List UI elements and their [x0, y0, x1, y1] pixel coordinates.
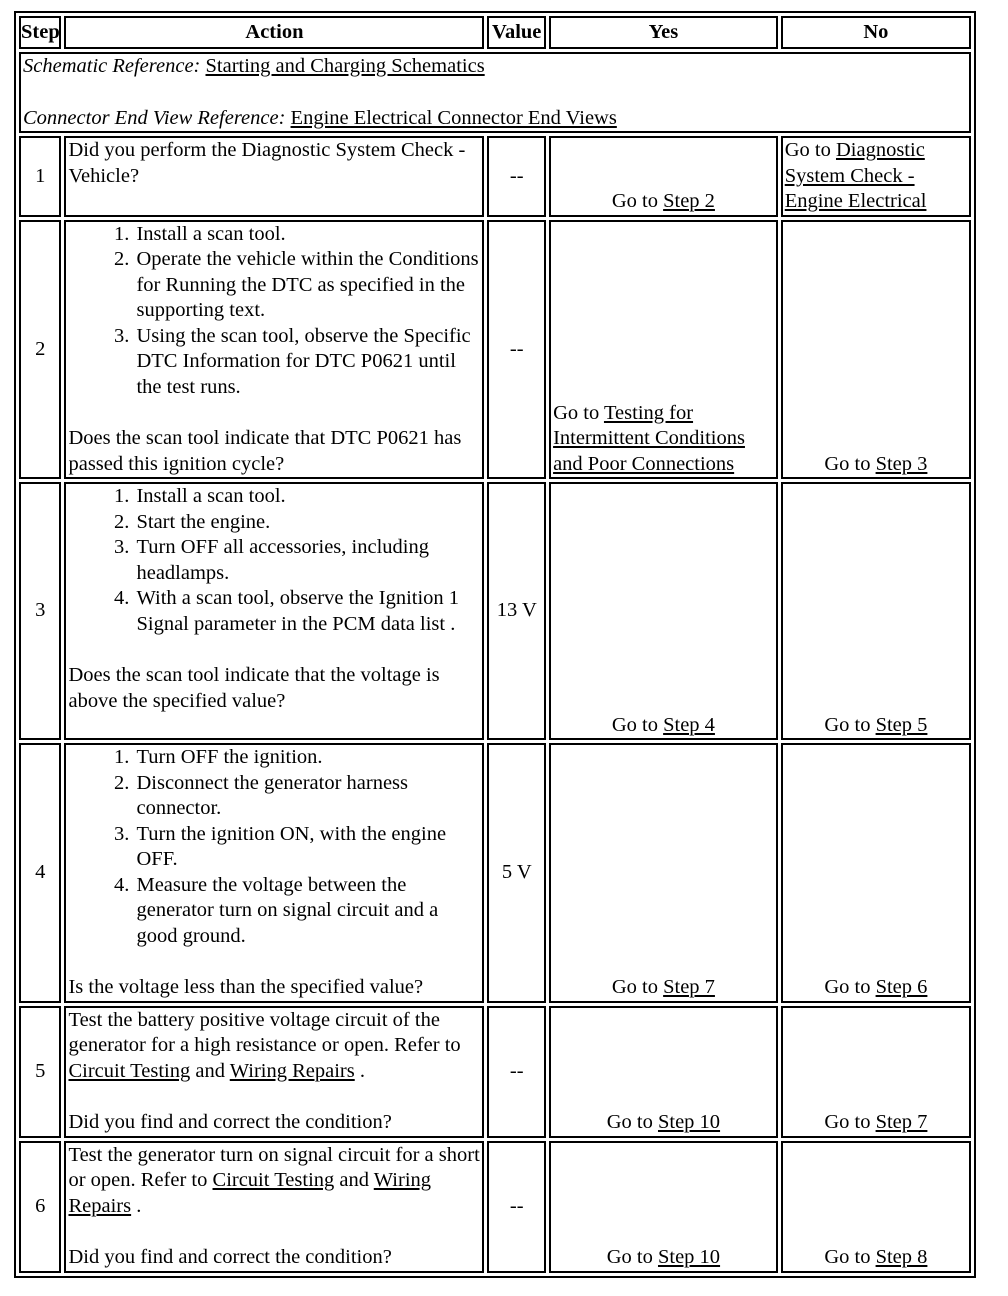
header-row [19, 16, 971, 49]
yes-link[interactable]: Step 2 [663, 190, 715, 212]
yes-cell [549, 1006, 778, 1138]
instruction-list [68, 484, 480, 637]
go-to-label: Go to [606, 1246, 653, 1268]
go-to-label: Go to [611, 713, 658, 736]
no-cell [781, 136, 971, 217]
action-cell [64, 482, 484, 740]
circuit-testing-link[interactable]: Circuit Testing [212, 1169, 335, 1191]
header-value: Value [487, 16, 546, 49]
header-yes: Yes [549, 16, 778, 49]
wiring-repairs-link[interactable]: Wiring Repairs [229, 1059, 355, 1082]
diagnostic-table [14, 11, 976, 1278]
instruction-list [68, 745, 480, 949]
go-to-label: Go to [824, 976, 871, 998]
action-question: Does the scan tool indicate that the voltage is above the specified value? [68, 664, 440, 712]
action-question: Did you find and correct the condition? [68, 1246, 392, 1268]
connector-reference-label: Connector End View Reference: [23, 106, 286, 129]
instruction-item: 4. Measure the voltage between the generator turn on signal circuit and a good ground. [134, 873, 480, 950]
yes-cell [549, 1141, 778, 1273]
action-cell [64, 1141, 484, 1273]
action-cell [64, 1006, 484, 1138]
action-text-end: . [136, 1194, 142, 1217]
action-text: Test the generator turn on signal circuit for a short or open. Refer to [68, 1143, 480, 1191]
table-row [19, 1006, 971, 1138]
go-to-label: Go to [824, 452, 871, 475]
instruction-item: 1. Install a scan tool. [134, 484, 480, 510]
action-cell [64, 220, 484, 480]
no-cell [781, 1006, 971, 1138]
go-to-label: Go to [611, 190, 658, 212]
no-cell [781, 1141, 971, 1273]
and-label: and [339, 1169, 369, 1191]
go-to-label: Go to [611, 976, 658, 998]
instruction-list [68, 222, 480, 401]
instruction-item: 2. Disconnect the generator harness connector. [134, 771, 480, 822]
instruction-item: 2. Start the engine. [134, 510, 480, 536]
step-number: 2 [19, 220, 61, 480]
yes-link[interactable]: Step 10 [657, 1246, 721, 1268]
header-no: No [781, 16, 971, 49]
instruction-item: 3. Turn OFF all accessories, including headlamps. [134, 535, 480, 586]
value-cell: -- [487, 136, 546, 217]
reference-cell [19, 52, 971, 133]
value-cell: -- [487, 1141, 546, 1273]
instruction-item: 1. Install a scan tool. [134, 222, 480, 248]
go-to-label: Go to [824, 1246, 871, 1268]
table-row [19, 136, 971, 217]
no-link[interactable]: Step 3 [875, 452, 928, 475]
no-cell [781, 743, 971, 1003]
go-to-label: Go to [784, 139, 831, 161]
no-link[interactable]: Step 6 [875, 976, 928, 998]
yes-link[interactable]: Step 7 [663, 976, 715, 998]
no-cell [781, 220, 971, 480]
go-to-label: Go to [553, 401, 600, 424]
go-to-label: Go to [824, 713, 871, 736]
yes-link[interactable]: Step 4 [663, 713, 715, 736]
circuit-testing-link[interactable]: Circuit Testing [68, 1059, 191, 1082]
action-question: Did you find and correct the condition? [68, 1111, 392, 1133]
no-link[interactable]: Step 8 [875, 1246, 928, 1268]
instruction-item: 3. Turn the ignition ON, with the engine OFF. [134, 822, 480, 873]
instruction-item: 1. Turn OFF the ignition. [134, 745, 480, 771]
action-question: Does the scan tool indicate that DTC P0621 has passed this ignition cycle? [68, 427, 462, 475]
value-cell: -- [487, 1006, 546, 1138]
table-row [19, 743, 971, 1003]
yes-link[interactable]: Testing for Intermittent Conditions and Poor Connections [553, 401, 745, 475]
yes-link[interactable]: Step 10 [657, 1111, 721, 1133]
step-number: 5 [19, 1006, 61, 1138]
step-number: 4 [19, 743, 61, 1003]
action-text: Test the battery positive voltage circuit of the generator for a high resistance or open. Refer to [68, 1008, 461, 1056]
table-row [19, 482, 971, 740]
go-to-label: Go to [606, 1111, 653, 1133]
action-cell [64, 136, 484, 217]
step-number: 3 [19, 482, 61, 740]
no-link[interactable]: Step 5 [875, 713, 928, 736]
action-text-end: . [359, 1059, 365, 1082]
table-row [19, 1141, 971, 1273]
instruction-item: 3. Using the scan tool, observe the Specific DTC Information for DTC P0621 until the test runs. [134, 324, 480, 401]
go-to-label: Go to [824, 1111, 871, 1133]
no-link[interactable]: Diagnostic System Check - Engine Electrical [784, 139, 927, 212]
yes-cell [549, 743, 778, 1003]
reference-row [19, 52, 971, 133]
header-action: Action [64, 16, 484, 49]
schematic-reference-label: Schematic Reference: [23, 55, 201, 77]
connector-reference-link[interactable]: Engine Electrical Connector End Views [290, 106, 617, 129]
schematic-reference-link[interactable]: Starting and Charging Schematics [205, 55, 485, 77]
action-question: Did you perform the Diagnostic System Check - Vehicle? [68, 139, 466, 187]
table-row [19, 220, 971, 480]
diagnostic-table-page [14, 11, 976, 1278]
action-cell [64, 743, 484, 1003]
action-question: Is the voltage less than the specified value? [68, 976, 424, 998]
header-step: Step [19, 16, 61, 49]
wiring-repairs-link[interactable]: Wiring Repairs [68, 1169, 432, 1217]
step-number: 1 [19, 136, 61, 217]
step-number: 6 [19, 1141, 61, 1273]
yes-cell [549, 220, 778, 480]
value-cell: 5 V [487, 743, 546, 1003]
no-link[interactable]: Step 7 [875, 1111, 928, 1133]
no-cell [781, 482, 971, 740]
and-label: and [195, 1059, 225, 1082]
yes-cell [549, 136, 778, 217]
yes-cell [549, 482, 778, 740]
value-cell: 13 V [487, 482, 546, 740]
value-cell: -- [487, 220, 546, 480]
instruction-item: 2. Operate the vehicle within the Conditions for Running the DTC as specified in the supporting text. [134, 247, 480, 324]
instruction-item: 4. With a scan tool, observe the Ignition 1 Signal parameter in the PCM data list . [134, 586, 480, 637]
